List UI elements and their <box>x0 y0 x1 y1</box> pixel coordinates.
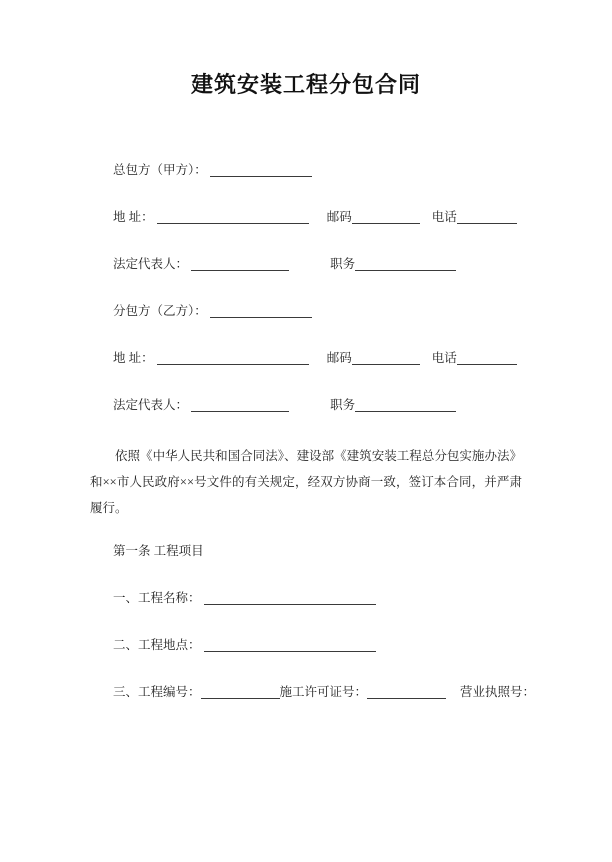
item-project-numbers <box>90 683 536 702</box>
party-b-postcode-label: 邮码 <box>326 351 352 365</box>
party-a-postcode-label: 邮码 <box>326 210 352 224</box>
party-a-name-label: 总包方（甲方）： <box>113 163 207 177</box>
party-b-address-label: 地 址： <box>113 351 154 365</box>
form-row-party-a-address <box>90 208 522 227</box>
party-a-postcode-blank[interactable] <box>352 209 420 224</box>
party-a-address-label: 地 址： <box>113 210 154 224</box>
party-b-name-blank[interactable] <box>210 303 312 318</box>
party-b-duty-blank[interactable] <box>355 397 456 412</box>
intro-paragraph: 依照《中华人民共和国合同法》、建设部《建筑安装工程总分包实施办法》和××市人民政府××号文件的有关规定，经双方协商一致，签订本合同，并严肃履行。 <box>90 449 522 515</box>
business-license-label: 营业执照号： <box>460 685 536 699</box>
item-project-name <box>90 589 522 608</box>
form-row-party-a-name <box>90 161 522 180</box>
document-title: 建筑安装工程分包合同 <box>190 72 421 97</box>
party-b-phone-label: 电话 <box>431 351 457 365</box>
project-number-label: 三、工程编号： <box>113 685 201 699</box>
party-b-postcode-blank[interactable] <box>352 350 420 365</box>
project-number-blank[interactable] <box>201 684 280 699</box>
party-a-address-blank[interactable] <box>157 209 309 224</box>
party-a-duty-blank[interactable] <box>355 256 456 271</box>
party-a-phone-blank[interactable] <box>457 209 517 224</box>
form-row-party-b-representative <box>90 396 522 415</box>
party-a-representative-label: 法定代表人： <box>113 257 189 271</box>
form-row-party-a-representative <box>90 255 522 274</box>
project-location-blank[interactable] <box>204 637 376 652</box>
form-row-party-b-name <box>90 302 522 321</box>
article-1-heading: 第一条 工程项目 <box>113 544 204 558</box>
item-project-location <box>90 636 522 655</box>
party-b-address-blank[interactable] <box>157 350 309 365</box>
document-page <box>0 70 612 862</box>
party-a-phone-label: 电话 <box>431 210 457 224</box>
construction-permit-label: 施工许可证号： <box>279 685 368 699</box>
form-row-party-b-address <box>90 349 522 368</box>
project-name-blank[interactable] <box>204 590 376 605</box>
parties-section <box>90 161 522 415</box>
party-a-representative-blank[interactable] <box>191 256 289 271</box>
party-b-phone-blank[interactable] <box>457 350 517 365</box>
party-b-representative-blank[interactable] <box>191 397 289 412</box>
article-1-items <box>90 589 536 702</box>
project-location-label: 二、工程地点： <box>113 638 201 652</box>
party-b-representative-label: 法定代表人： <box>113 398 189 412</box>
party-b-name-label: 分包方（乙方）： <box>113 304 207 318</box>
party-a-name-blank[interactable] <box>210 162 312 177</box>
party-a-duty-label: 职务 <box>330 257 356 271</box>
project-name-label: 一、工程名称： <box>113 591 201 605</box>
party-b-duty-label: 职务 <box>330 398 356 412</box>
construction-permit-blank[interactable] <box>367 684 446 699</box>
